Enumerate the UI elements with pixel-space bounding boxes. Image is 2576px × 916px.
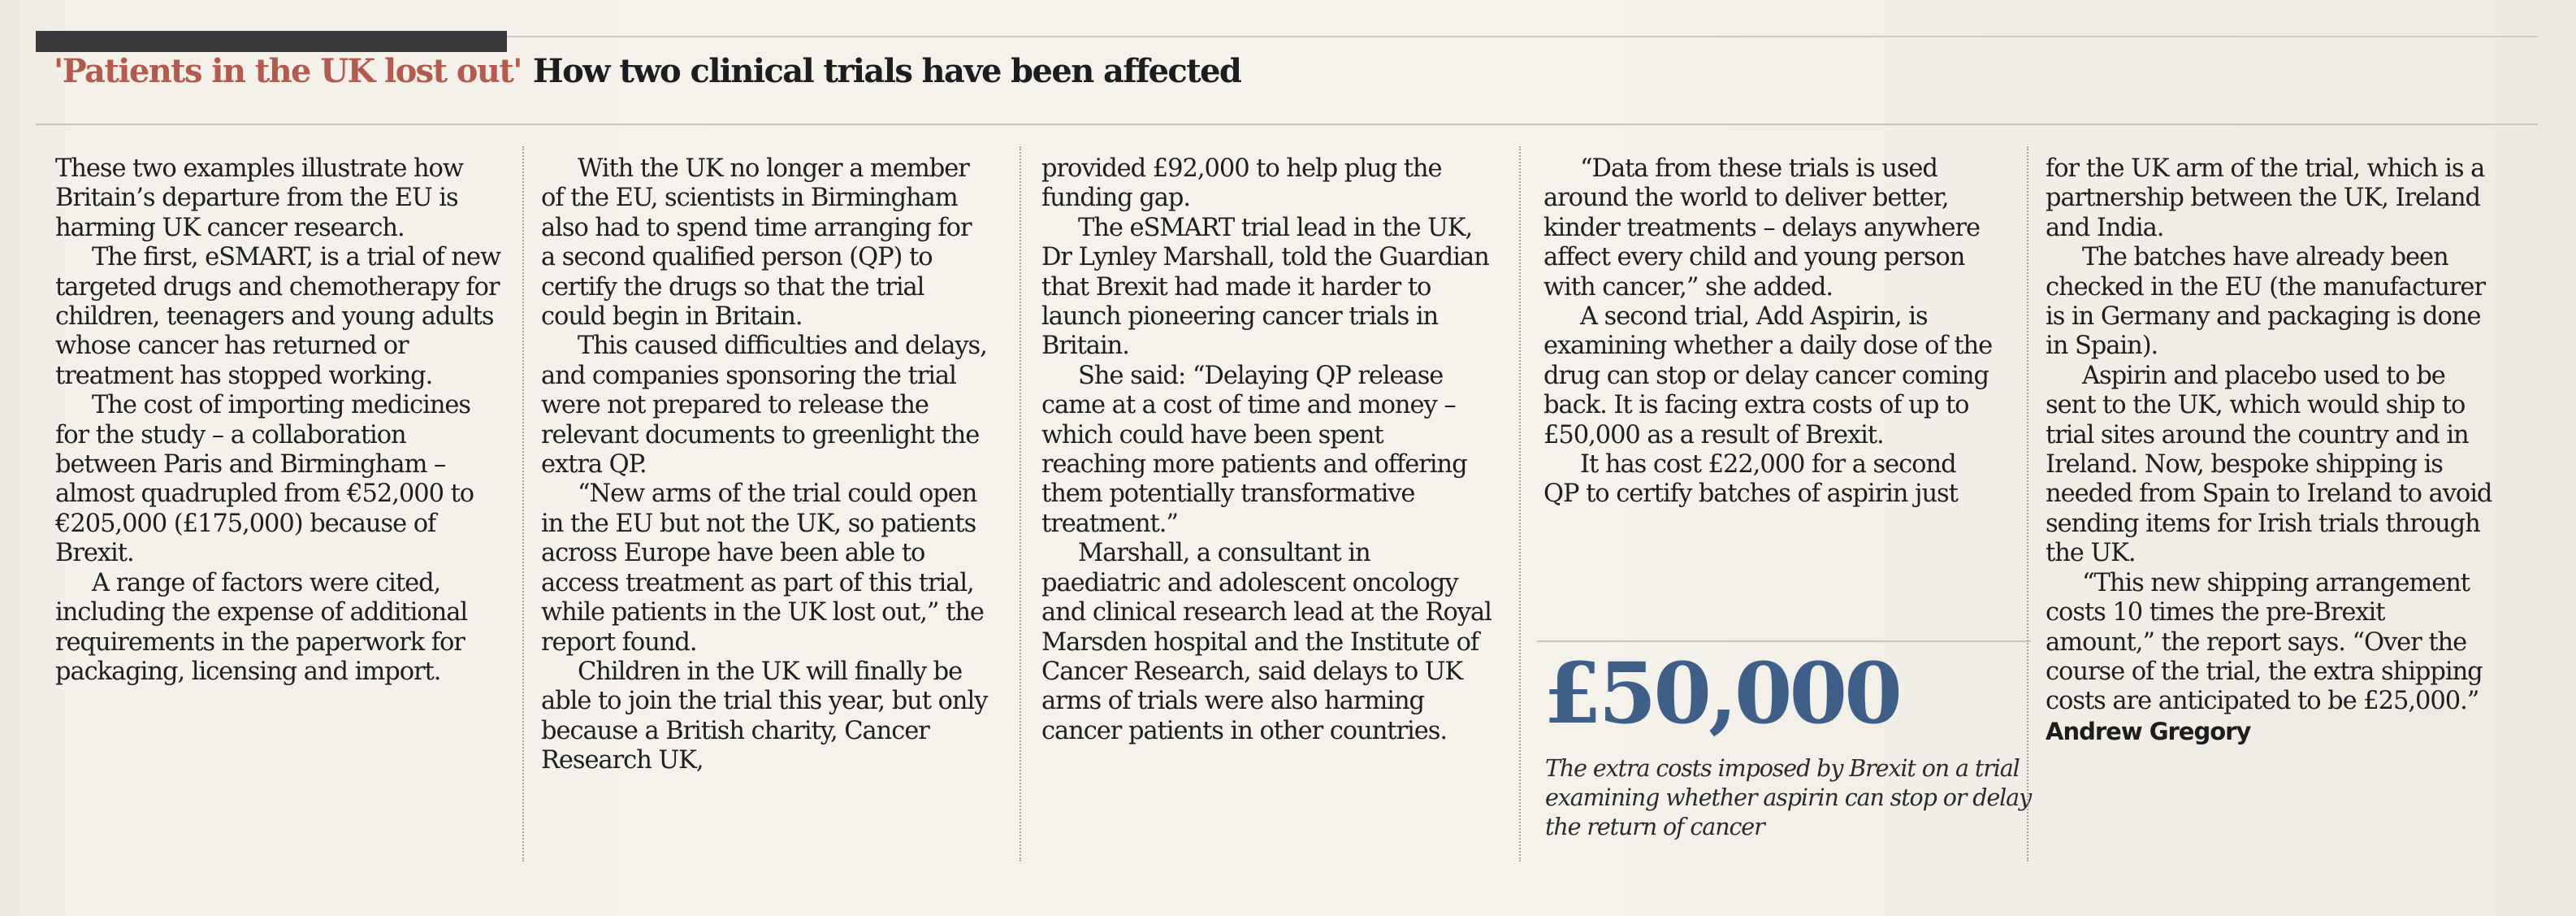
column-divider [1020,146,1021,862]
paragraph: The cost of importing medicines for the study – a collaboration between Paris and Birmingham – almost quadrupled from €52,000 to €205,000 (£175,000) because of Brexit. [55,391,474,568]
column-divider [2027,146,2028,862]
paragraph: These two examples illustrate how Britain’s departure from the EU is harming UK cancer research. [55,154,463,242]
headline-rule [36,124,2538,125]
paragraph: provided £92,000 to help plug the funding gap. [1041,154,1442,213]
headline [54,52,1240,109]
paragraph: “This new shipping arrangement costs 10 times the pre-Brexit amount,” the report says. “Over the course of the trial, the extra shipping costs are anticipated to be £25,000.” [2046,568,2483,716]
paragraph: The eSMART trial lead in the UK, Dr Lynley Marshall, told the Guardian that Brexit had made it harder to launch pioneering cancer trials in Britain. [1041,213,1489,361]
paragraph: This caused difficulties and delays, and companies sponsoring the trial were not prepared to release the relevant documents to greenlight the extra QP. [541,332,987,480]
column-divider [522,146,524,862]
pull-quote [1543,645,2049,842]
paragraph: It has cost £22,000 for a second QP to certify batches of aspirin just [1543,450,1958,509]
byline: Andrew Gregory [2046,717,2251,745]
paragraph: “New arms of the trial could open in the EU but not the UK, so patients across Europe have been able to access treatment as part of this trial, while patients in the UK lost out,” the report found. [541,480,984,657]
pull-quote-caption: The extra costs imposed by Brexit on a trial examining whether aspirin can stop or delay the return of cancer [1545,755,2032,840]
article-column-4 [1543,154,1994,510]
pull-quote-figure: £50,000 [1543,645,1899,743]
paragraph: Aspirin and placebo used to be sent to the UK, which would ship to trial sites around the country and in Ireland. Now, bespoke shipping is needed from Spain to Ireland to avoid sending items for Irish trials through the UK. [2046,361,2492,568]
paragraph: A range of factors were cited, including the expense of additional requirements in the paperwork for packaging, licensing and import. [55,568,468,686]
paragraph: “Data from these trials is used around the world to deliver better, kinder treatments – delays anywhere affect every child and young person with cancer,” she added. [1543,154,1981,302]
pull-quote-rule [1537,640,2031,642]
paragraph: A second trial, Add Aspirin, is examining whether a daily dose of the drug can stop or delay cancer coming back. It is facing extra costs of up to £50,000 as a result of Brexit. [1543,302,1993,449]
paragraph: With the UK no longer a member of the EU, scientists in Birmingham also had to spend time arranging for a second qualified person (QP) to certify the drugs so that the trial could begin in Britain. [541,154,972,332]
article-column-1 [55,154,506,687]
paragraph: for the UK arm of the trial, which is a partnership between the UK, Ireland and India. [2046,154,2485,242]
article-column-3 [1041,154,1492,746]
column-divider [1519,146,1521,862]
top-rule [507,36,2538,37]
headline-title: How two clinical trials have been affected [532,52,1241,90]
paragraph: The first, eSMART, is a trial of new targeted drugs and chemotherapy for children, teenagers and young adults whose cancer has returned or treatment has stopped working. [55,243,501,390]
paragraph: She said: “Delaying QP release came at a cost of time and money – which could have been spent reaching more patients and offering them potentially transformative treatment.” [1041,361,1467,538]
paragraph: The batches have already been checked in the EU (the manufacturer is in Germany and packaging is done in Spain). [2046,243,2485,361]
paragraph: Children in the UK will finally be able to join the trial this year, but only because a British charity, Cancer Research UK, [541,657,988,775]
section-bar [36,31,507,52]
paragraph: Marshall, a consultant in paediatric and adolescent oncology and clinical research lead at the Royal Marsden hospital and the Institute of Cancer Research, said delays to UK arms of trials were also harming cancer patients in other countries. [1041,539,1491,745]
article-column-5 [2046,154,2496,746]
headline-kicker: 'Patients in the UK lost out' [54,52,522,90]
article-column-2 [541,154,992,776]
